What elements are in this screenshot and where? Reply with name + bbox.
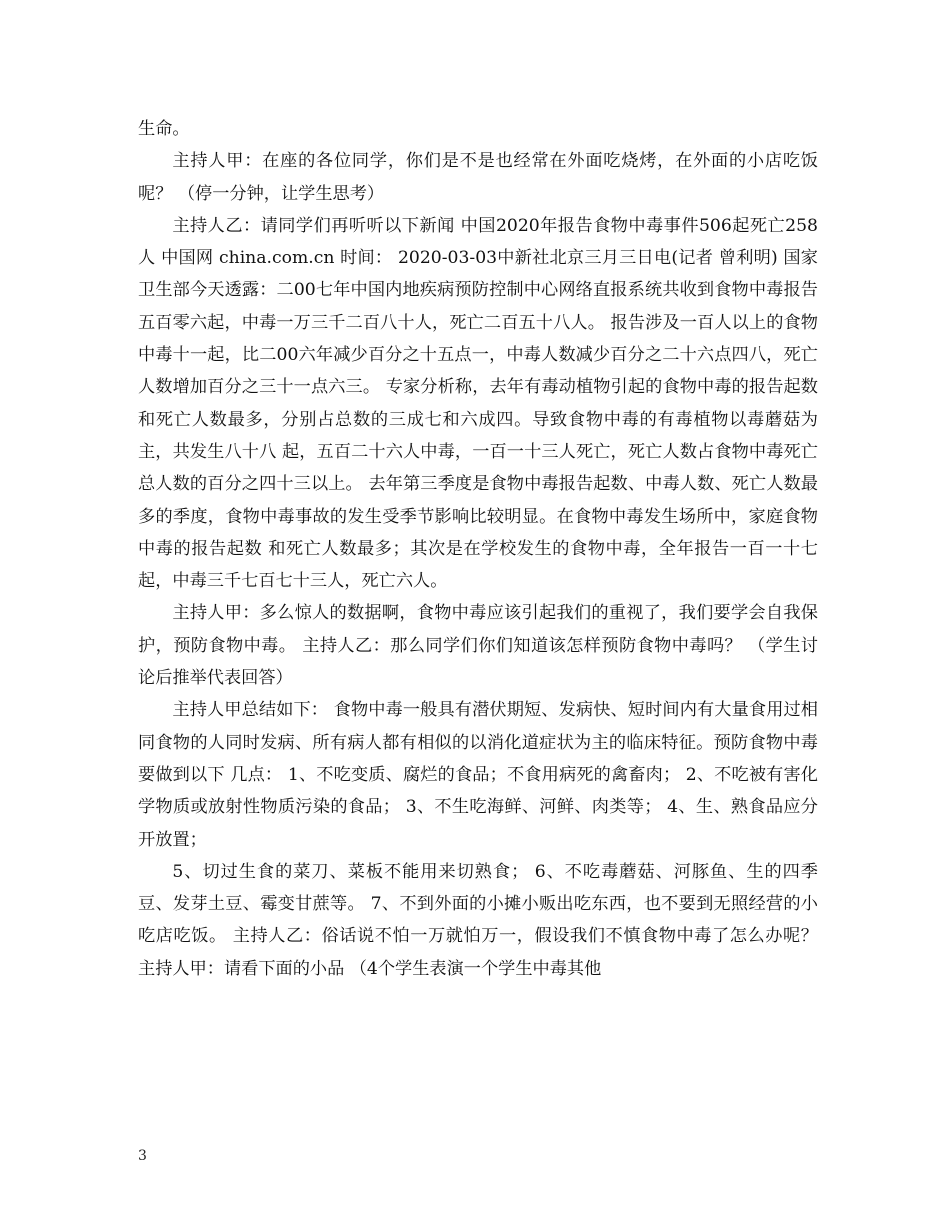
page-number: 3 (138, 1148, 147, 1164)
paragraph-continuation: 生命。 (138, 119, 190, 139)
document-body (138, 113, 818, 985)
paragraph-prevention-summary: 主持人甲总结如下： 食物中毒一般具有潜伏期短、发病快、短时间内有大量食用过相同食物的人同时发病、所有病人都有相似的以消化道症状为主的临床特征。预防食物中毒要做到以下 几点： 1、不吃变质、腐烂的食品；不食用病死的禽畜肉； 2、不吃被有害化学物质或放射性物质污染的食品； 3、不生吃海鲜、河鲜、肉类等； 4、生、熟食品应分开放置； (138, 700, 818, 850)
paragraph-prevention-continued: 5、切过生食的菜刀、菜板不能用来切熟食； 6、不吃毒蘑菇、河豚鱼、生的四季豆、发芽土豆、霉变甘蔗等。 7、不到外面的小摊小贩出吃东西，也不要到无照经营的小吃店吃饭。 主持人乙：俗话说不怕一万就怕万一，假设我们不慎食物中毒了怎么办呢？ 主持人甲：请看下面的小品 （4个学生表演一个学生中毒其他 (138, 861, 818, 979)
paragraph-host-dialogue: 主持人甲：多么惊人的数据啊，食物中毒应该引起我们的重视了，我们要学会自我保护，预防食物中毒。 主持人乙：那么同学们你们知道该怎样预防食物中毒吗？ （学生讨论后推举代表回答） (138, 603, 818, 689)
paragraph-host-a-question: 主持人甲：在座的各位同学，你们是不是也经常在外面吃烧烤，在外面的小店吃饭呢？ （停一分钟，让学生思考） (138, 151, 818, 204)
paragraph-news-report: 主持人乙：请同学们再听听以下新闻 中国2020年报告食物中毒事件506起死亡258人 中国网 china.com.cn 时间： 2020-03-03中新社北京三月三日电(记者 曾利明) 国家卫生部今天透露：二00七年中国内地疾病预防控制中心网络直报系统共收到食物中毒报告五百零六起，中毒一万三千二百八十人，死亡二百五十八人。 报告涉及一百人以上的食物中毒十一起，比二00六年减少百分之十五点一，中毒人数减少百分之二十六点四八，死亡人数增加百分之三十一点六三。 专家分析称，去年有毒动植物引起的食物中毒的报告起数和死亡人数最多，分别占总数的三成七和六成四。导致食物中毒的有毒植物以毒蘑菇为主，共发生八十八 起，五百二十六人中毒，一百一十三人死亡，死亡人数占食物中毒死亡总人数的百分之四十三以上。 去年第三季度是食物中毒报告起数、中毒人数、死亡人数最多的季度，食物中毒事故的发生受季节影响比较明显。在食物中毒发生场所中，家庭食物中毒的报告起数 和死亡人数最多；其次是在学校发生的食物中毒，全年报告一百一十七起，中毒三千七百七十三人，死亡六人。 (138, 215, 818, 592)
